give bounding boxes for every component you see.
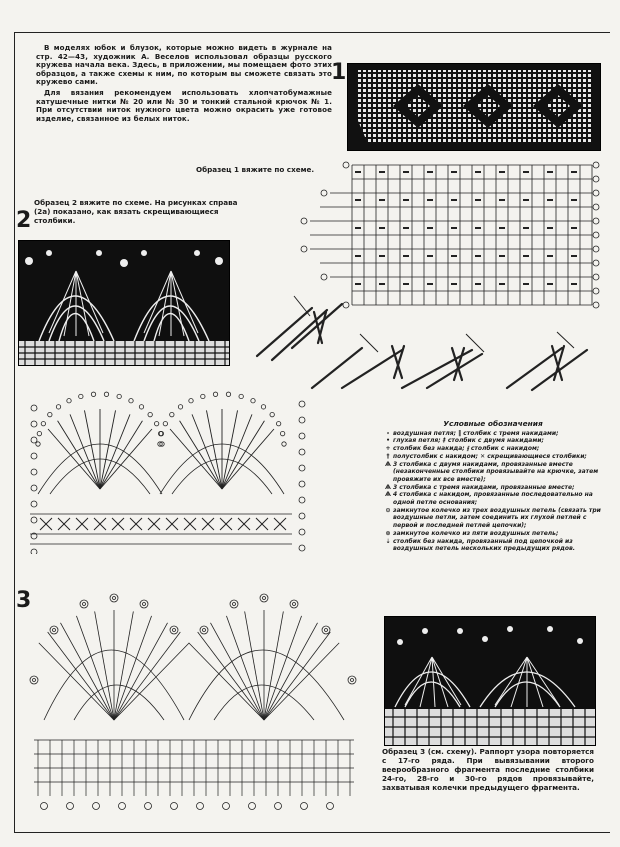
row-number-circle	[299, 433, 305, 439]
stitch-mark	[379, 199, 385, 201]
chain-loop	[154, 421, 158, 425]
row-number-circle	[321, 190, 327, 196]
row-number-circle	[343, 162, 349, 168]
stitch-mark	[379, 283, 385, 285]
row-number-circle	[301, 803, 308, 810]
stitch-line	[48, 632, 114, 720]
row-number-circle	[593, 190, 599, 196]
sample-1-photo	[347, 63, 601, 151]
chain-loop	[56, 405, 60, 409]
stitch-mark	[403, 283, 409, 285]
stitch-line	[226, 616, 264, 720]
row-number-circle	[321, 274, 327, 280]
flower-motif	[230, 600, 238, 608]
stitch-mark	[499, 199, 505, 201]
stitch-line	[210, 623, 264, 720]
stitch-mark	[451, 255, 457, 257]
stitch-line	[264, 623, 318, 720]
stitch-line	[264, 611, 283, 720]
legend-text: замкнутое колечко из трех воздушных петель (связать три воздушные петли, затем соединить их глухой петлей с первой и последней петлей цепочки);	[393, 506, 601, 530]
stitch-mark	[547, 255, 553, 257]
stitch-mark	[451, 199, 457, 201]
row-number-circle	[171, 803, 178, 810]
stitch-mark	[427, 283, 433, 285]
stitch-mark	[523, 283, 529, 285]
intro-paragraph: Для вязания рекомендуем использовать хлопчатобумажные катушечные нитки № 20 или № 30 и тонкий стальной крючок № 1. При отсутствии ниток нужного цвета можно окрасить уже готовое изделие, связанное из белых ниток.	[36, 87, 332, 123]
stitch-mark	[547, 227, 553, 229]
flower-motif	[290, 600, 298, 608]
legend-symbol: •	[386, 437, 390, 445]
chain-loop	[41, 421, 45, 425]
row-number-circle	[119, 803, 126, 810]
stitch-mark	[571, 283, 577, 285]
legend-item	[383, 538, 603, 553]
stitch-mark	[355, 199, 361, 201]
sample-2-number: 2	[16, 208, 32, 233]
row-number-circle	[593, 232, 599, 238]
legend-symbol: Ѧ	[385, 491, 391, 499]
flower-center	[173, 629, 176, 632]
flower-center	[113, 597, 116, 600]
chain-loop	[148, 412, 152, 416]
sample-2-caption: Образец 2 вяжите по схеме. На рисунках справа (2а) показано, как вязать скрещивающиеся столбики.	[34, 198, 238, 225]
legend-symbol: Ѧ	[385, 460, 391, 468]
stitch-mark	[523, 255, 529, 257]
flower-center	[83, 603, 86, 606]
stitch-mark	[403, 199, 409, 201]
stitch-mark	[379, 227, 385, 229]
stitch-mark	[427, 199, 433, 201]
stitch-mark	[475, 255, 481, 257]
sample-1-number: 1	[331, 60, 347, 85]
row-number-circle	[299, 513, 305, 519]
legend-item	[383, 445, 603, 453]
stitch-line	[170, 429, 222, 489]
flower-motif	[30, 676, 38, 684]
chain-loop	[139, 405, 143, 409]
row-number-circle	[41, 803, 48, 810]
flower-motif	[170, 626, 178, 634]
stitch-mark	[547, 199, 553, 201]
stitch-mark	[499, 227, 505, 229]
stitch-mark	[571, 227, 577, 229]
stitch-line	[48, 429, 100, 489]
row-number-circle	[299, 417, 305, 423]
legend-symbol: +	[385, 445, 391, 453]
row-number-circle	[593, 274, 599, 280]
sample-3-caption-lead: Образец 3	[382, 747, 426, 756]
chain-loop	[251, 398, 255, 402]
row-number-circle	[31, 501, 37, 507]
flower-motif	[140, 600, 148, 608]
row-number-circle	[67, 803, 74, 810]
legend-text: 3 столбика с двумя накидами, провязанные вместе (незаконченные столбики провязывайте на крючке, затем провяжите их все вместе);	[393, 460, 599, 483]
legend-item	[383, 437, 603, 445]
row-number-circle	[93, 803, 100, 810]
stitch-mark	[571, 199, 577, 201]
chain-loop	[276, 421, 280, 425]
stitch-mark	[523, 227, 529, 229]
stitch-mark	[451, 171, 457, 173]
stitch-mark	[523, 171, 529, 173]
flower-motif	[260, 594, 268, 602]
stitch-line	[264, 632, 330, 720]
row-number-circle	[593, 260, 599, 266]
sample-1-caption: Образец 1 вяжите по схеме.	[196, 165, 315, 174]
legend-item	[383, 430, 603, 438]
row-number-circle	[299, 449, 305, 455]
row-number-circle	[31, 437, 37, 443]
stitch-line	[192, 414, 222, 489]
stitch-mark	[403, 171, 409, 173]
legend-text: 3 столбика с тремя накидами, провязанные вместе;	[393, 483, 575, 491]
stitch-mark	[475, 171, 481, 173]
stitch-mark	[475, 283, 481, 285]
chain-loop	[261, 405, 265, 409]
row-number-circle	[31, 469, 37, 475]
chain-loop	[170, 412, 174, 416]
flower-motif	[322, 626, 330, 634]
sample-3-chart	[14, 590, 368, 818]
row-number-circle	[31, 453, 37, 459]
sample-3-chart-drawing	[14, 590, 368, 818]
row-number-circle	[593, 204, 599, 210]
chain-loop	[226, 392, 230, 396]
row-number-circle	[593, 176, 599, 182]
stitch-line	[114, 623, 168, 720]
stitch-mark	[355, 227, 361, 229]
row-number-circle	[31, 421, 37, 427]
stitch-line	[264, 643, 339, 720]
stitch-mark	[571, 171, 577, 173]
top-border-line	[14, 32, 610, 33]
row-number-circle	[145, 803, 152, 810]
legend	[383, 420, 603, 553]
row-number-circle	[275, 803, 282, 810]
stitch-mark	[475, 227, 481, 229]
chain-loop	[67, 398, 71, 402]
legend-text: полустолбик с накидом; ✕ скрещивающиеся столбики;	[393, 452, 587, 460]
legend-text: столбик без накида, провязанный под цепочкой из воздушных петель нескольких предыдущих рядов.	[393, 537, 576, 553]
bottom-border-line	[14, 832, 610, 833]
legend-symbol: †	[386, 452, 390, 460]
stitch-line	[189, 643, 264, 720]
sample-3-number: 3	[16, 588, 32, 613]
stitch-mark	[547, 171, 553, 173]
stitch-mark	[427, 255, 433, 257]
legend-text: замкнутое колечко из пяти воздушных петель;	[393, 529, 559, 537]
stitch-mark	[499, 255, 505, 257]
row-number-circle	[299, 497, 305, 503]
legend-symbol: Ѧ	[385, 483, 391, 491]
stitch-mark	[379, 255, 385, 257]
flower-center	[33, 679, 36, 682]
chain-loop	[213, 392, 217, 396]
flower-center	[203, 629, 206, 632]
intro-paragraph: В моделях юбок и блузок, которые можно видеть в журнале на стр. 42—43, художник А. Веселов использовал образцы русского кружева начала века. Здесь, в приложении, мы помещаем фото этих образцов, а также схемы к ним, по которым вы сможете связать это кружево сами.	[36, 43, 332, 87]
legend-text: глухая петля; ‡ столбик с двумя накидами;	[393, 437, 544, 445]
sample-3-lace-image	[385, 617, 595, 745]
row-number-circle	[593, 162, 599, 168]
flower-center	[143, 603, 146, 606]
stitch-line	[114, 616, 152, 720]
legend-item	[383, 461, 603, 484]
row-number-circle	[223, 803, 230, 810]
sample-3-photo	[384, 616, 596, 746]
stitch-mark	[451, 227, 457, 229]
sample-2-chart-drawing	[30, 384, 314, 554]
row-number-circle	[31, 405, 37, 411]
stitch-mark	[571, 255, 577, 257]
stitch-line	[114, 611, 133, 720]
flower-center	[53, 629, 56, 632]
flower-motif	[200, 626, 208, 634]
row-number-circle	[327, 803, 334, 810]
stitch-line	[114, 632, 180, 720]
stitch-mark	[427, 171, 433, 173]
chain-loop	[79, 394, 83, 398]
stitch-mark	[355, 283, 361, 285]
flower-motif	[348, 676, 356, 684]
stitch-mark	[523, 199, 529, 201]
flower-center	[233, 603, 236, 606]
row-number-circle	[301, 218, 307, 224]
legend-symbol: ∘	[386, 429, 390, 437]
stitch-mark	[547, 283, 553, 285]
row-number-circle	[31, 485, 37, 491]
stitch-mark	[451, 283, 457, 285]
row-number-circle	[301, 246, 307, 252]
flower-motif	[50, 626, 58, 634]
row-number-circle	[299, 481, 305, 487]
row-number-circle	[299, 529, 305, 535]
stitch-mark	[355, 171, 361, 173]
row-number-circle	[31, 549, 37, 554]
legend-item	[383, 530, 603, 538]
legend-item	[383, 453, 603, 461]
stitch-line	[245, 611, 264, 720]
chain-loop	[270, 412, 274, 416]
stitch-line	[222, 429, 274, 489]
legend-item	[383, 484, 603, 492]
row-number-circle	[299, 545, 305, 551]
row-number-circle	[197, 803, 204, 810]
row-number-circle	[249, 803, 256, 810]
flower-motif	[110, 594, 118, 602]
stitch-line	[70, 414, 100, 489]
sample-2-photo	[18, 240, 230, 366]
chain-loop	[104, 392, 108, 396]
flower-center	[351, 679, 354, 682]
chain-loop	[91, 392, 95, 396]
intro-text	[36, 44, 332, 125]
legend-title: Условные обозначения	[443, 419, 543, 428]
legend-text: воздушная петля; ‖ столбик с тремя накидами;	[393, 429, 559, 437]
chain-loop	[189, 398, 193, 402]
legend-text: 4 столбика с накидом, провязанные последовательно на одной петле основания;	[393, 491, 593, 507]
flower-center	[263, 597, 266, 600]
stitch-mark	[475, 199, 481, 201]
chain-loop	[117, 394, 121, 398]
stitch-line	[100, 414, 130, 489]
stitch-line	[95, 611, 114, 720]
chain-loop	[37, 431, 41, 435]
sample-3-caption	[382, 748, 594, 793]
stitch-mark	[427, 227, 433, 229]
chain-loop	[178, 405, 182, 409]
stitch-line	[76, 616, 114, 720]
stitch-line	[198, 632, 264, 720]
row-number-circle	[299, 465, 305, 471]
row-number-circle	[299, 401, 305, 407]
stitch-mark	[403, 255, 409, 257]
chain-loop	[36, 442, 40, 446]
row-number-circle	[593, 218, 599, 224]
stitch-mark	[403, 227, 409, 229]
chain-loop	[129, 398, 133, 402]
stitch-line	[222, 414, 252, 489]
stitch-line	[100, 429, 152, 489]
stitch-mark	[355, 255, 361, 257]
legend-symbol: ⊚	[385, 529, 391, 537]
legend-text: столбик без накида; ⫲ столбик с накидом;	[393, 445, 540, 453]
chain-loop	[48, 412, 52, 416]
stitch-mark	[379, 171, 385, 173]
legend-item	[383, 491, 603, 506]
row-number-circle	[593, 246, 599, 252]
legend-item	[383, 507, 603, 530]
legend-symbol: ⊙	[385, 506, 391, 514]
flower-center	[325, 629, 328, 632]
stitch-mark	[499, 171, 505, 173]
sample-2-lace-image	[19, 241, 229, 365]
chain-loop	[239, 394, 243, 398]
chain-loop	[282, 442, 286, 446]
legend-symbol: ⇣	[385, 537, 391, 545]
sample-3-caption-text: (см. схему). Раппорт узора повторяется с 17-го ряда. При вывязывании второго веерообразного фрагмента последние столбики 24-го, 28-го и 30-го рядов провязывайте, захватывая колечки предыдущего фрагмента.	[382, 747, 594, 792]
flower-motif	[80, 600, 88, 608]
stitch-line	[60, 623, 114, 720]
chain-loop	[280, 431, 284, 435]
chain-loop	[163, 421, 167, 425]
chain-loop	[201, 394, 205, 398]
stitch-mark	[499, 283, 505, 285]
sample-1-lace-image	[348, 64, 600, 150]
row-number-circle	[31, 517, 37, 523]
flower-center	[293, 603, 296, 606]
sample-2-chart	[30, 384, 314, 554]
stitch-line	[264, 616, 302, 720]
stitch-line	[39, 643, 114, 720]
